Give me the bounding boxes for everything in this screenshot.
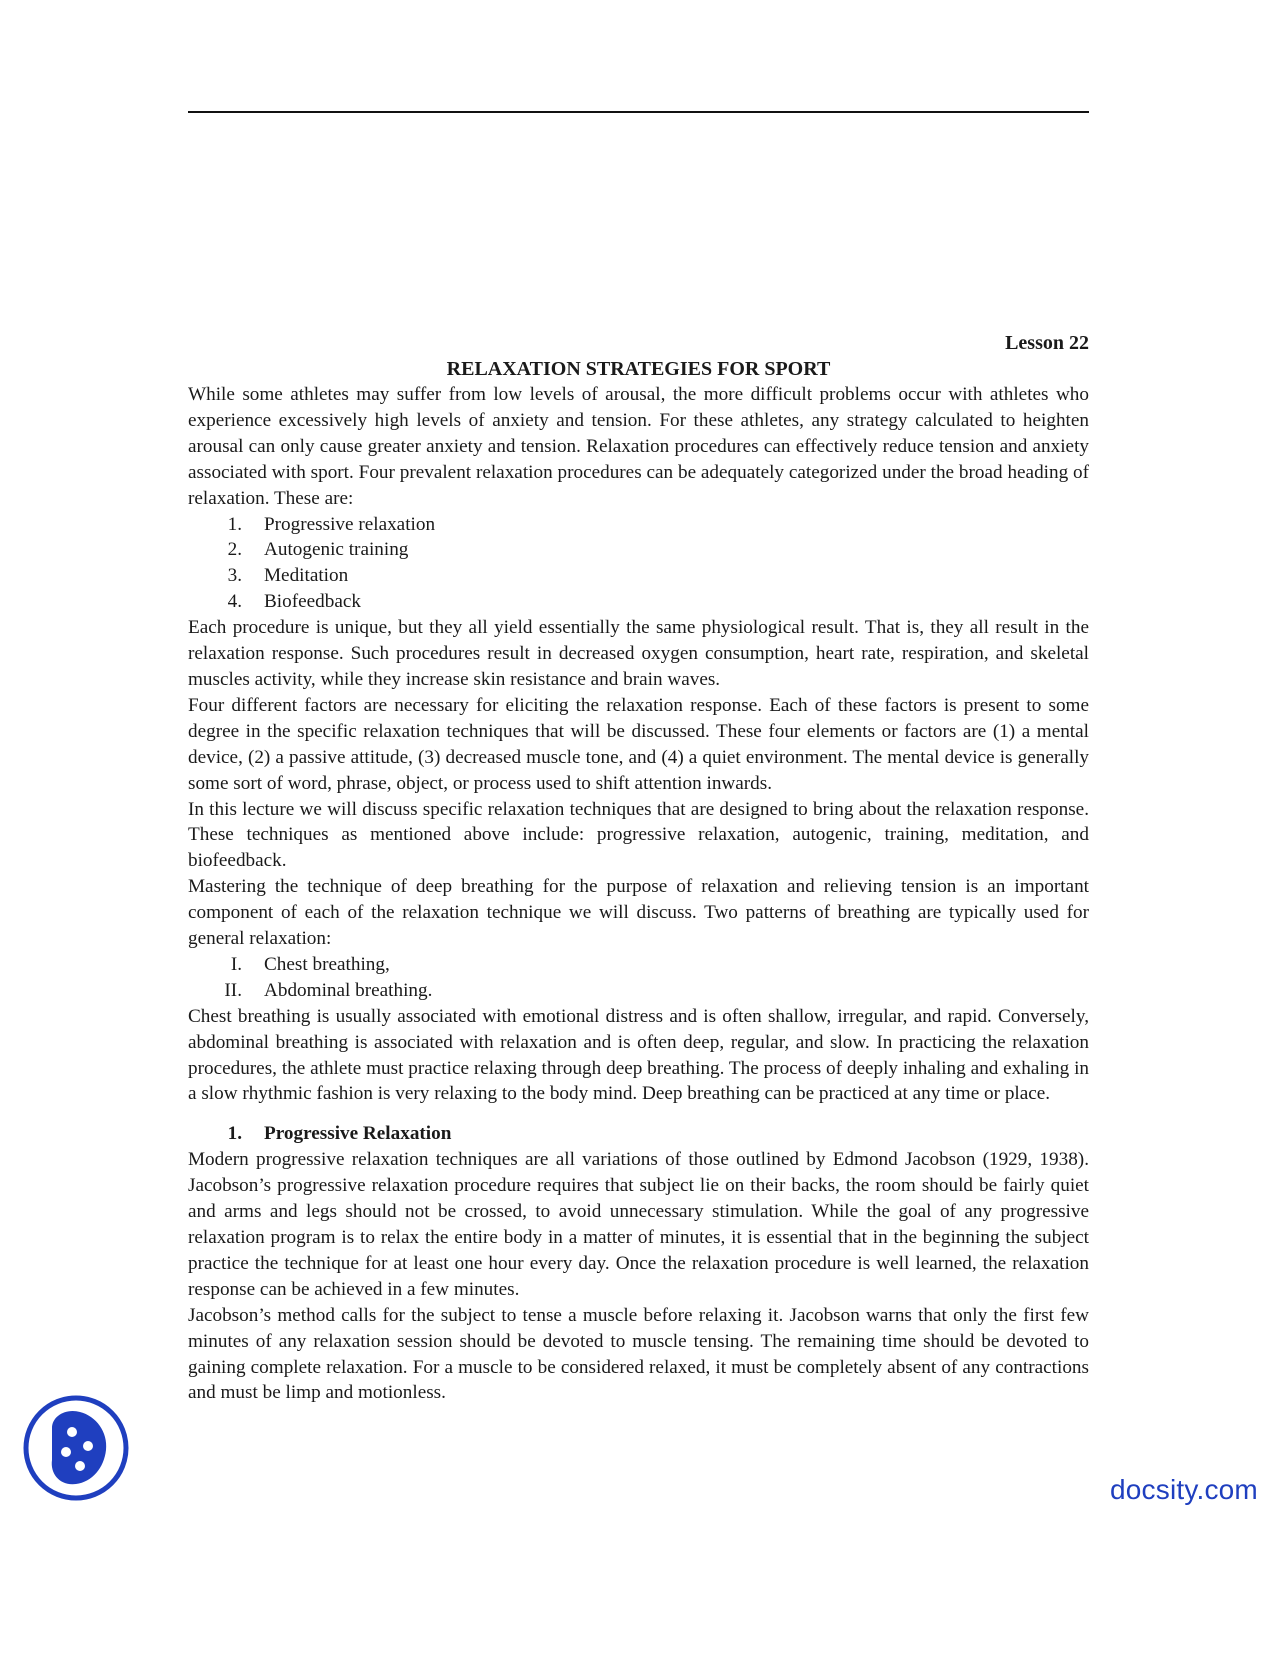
docsity-logo-icon [22, 1394, 130, 1502]
document-page [188, 330, 1089, 1406]
section-title: Progressive Relaxation [264, 1123, 452, 1145]
breathing-list [188, 952, 1089, 1004]
list-number: II. [224, 979, 242, 1001]
docsity-watermark[interactable]: docsity.com [1110, 1474, 1258, 1505]
method-paragraph: Jacobson’s method calls for the subject to tense a muscle before relaxing it. Jacobson warns that only the first few minutes of any relaxation session should be devoted to muscle tensing. The remaining time should be devoted to gaining complete relaxation. For a muscle to be considered relaxed, it must be completely absent of any contractions and must be limp and motionless. [188, 1304, 1089, 1404]
list-label: Autogenic training [264, 539, 409, 561]
section-heading [188, 1121, 1089, 1147]
page-title: RELAXATION STRATEGIES FOR SPORT [446, 358, 831, 380]
procedures-list [188, 512, 1089, 616]
list-number: 1. [227, 513, 242, 535]
list-number: I. [230, 953, 242, 975]
list-item [188, 978, 1089, 1004]
list-label: Biofeedback [264, 591, 361, 613]
lecture-paragraph: In this lecture we will discuss specific relaxation techniques that are designed to bring about the relaxation response. These techniques as mentioned above include: progressive relaxation, autogenic, training, meditation, and biofeedback. [188, 798, 1089, 872]
list-item [188, 952, 1089, 978]
factors-paragraph: Four different factors are necessary for eliciting the relaxation response. Each of these factors is present to some degree in the specific relaxation techniques that will be discussed. These four elements or factors are (1) a mental device, (2) a passive attitude, (3) decreased muscle tone, and (4) a quiet environment. The mental device is generally some sort of word, phrase, object, or process used to shift attention inwards. [188, 694, 1089, 794]
lesson-number: Lesson 22 [1005, 332, 1089, 354]
list-number: 2. [227, 539, 242, 561]
list-item [188, 537, 1089, 563]
physiology-paragraph: Each procedure is unique, but they all yield essentially the same physiological result. That is, they all result in the relaxation response. Such procedures result in decreased oxygen consumption, heart rate, respiration, and skeletal muscles activity, while they increase skin resistance and brain waves. [188, 617, 1089, 690]
breathing-paragraph: Mastering the technique of deep breathing for the purpose of relaxation and relieving tension is an important component of each of the relaxation technique we will discuss. Two patterns of breathing are typically used for general relaxation: [188, 876, 1089, 950]
list-label: Chest breathing, [264, 953, 390, 975]
intro-paragraph: While some athletes may suffer from low levels of arousal, the more difficult problems occur with athletes who experience excessively high levels of anxiety and tension. For these athletes, any strategy calculated to heighten arousal can only cause greater anxiety and tension. Relaxation procedures can effectively reduce tension and anxiety associated with sport. Four prevalent relaxation procedures can be adequately categorized under the broad heading of relaxation. These are: [188, 384, 1089, 509]
list-item [188, 563, 1089, 589]
section-number: 1. [227, 1123, 242, 1145]
list-number: 3. [227, 565, 242, 587]
jacobson-paragraph: Modern progressive relaxation techniques are all variations of those outlined by Edmond Jacobson (1929, 1938). Jacobson’s progressive relaxation procedure requires that subject lie on their backs, the room should be fairly quiet and arms and legs should not be crossed, to avoid unnecessary stimulation. While the goal of any progressive relaxation program is to relax the entire body in a matter of minutes, it is essential that in the beginning the subject practice the technique for at least one hour every day. Once the relaxation procedure is well learned, the relaxation response can be achieved in a few minutes. [188, 1149, 1089, 1300]
list-number: 4. [227, 591, 242, 613]
list-label: Progressive relaxation [264, 513, 436, 535]
list-item [188, 512, 1089, 538]
list-label: Abdominal breathing. [264, 979, 433, 1001]
list-label: Meditation [264, 565, 349, 587]
header-rule [188, 111, 1089, 113]
chest-breathing-paragraph: Chest breathing is usually associated with emotional distress and is often shallow, irregular, and rapid. Conversely, abdominal breathing is associated with relaxation and is often deep, regular, and slow. In practicing the relaxation procedures, the athlete must practice relaxing through deep breathing. The process of deeply inhaling and exhaling in a slow rhythmic fashion is very relaxing to the body mind. Deep breathing can be practiced at any time or place. [188, 1005, 1089, 1105]
list-item [188, 589, 1089, 615]
